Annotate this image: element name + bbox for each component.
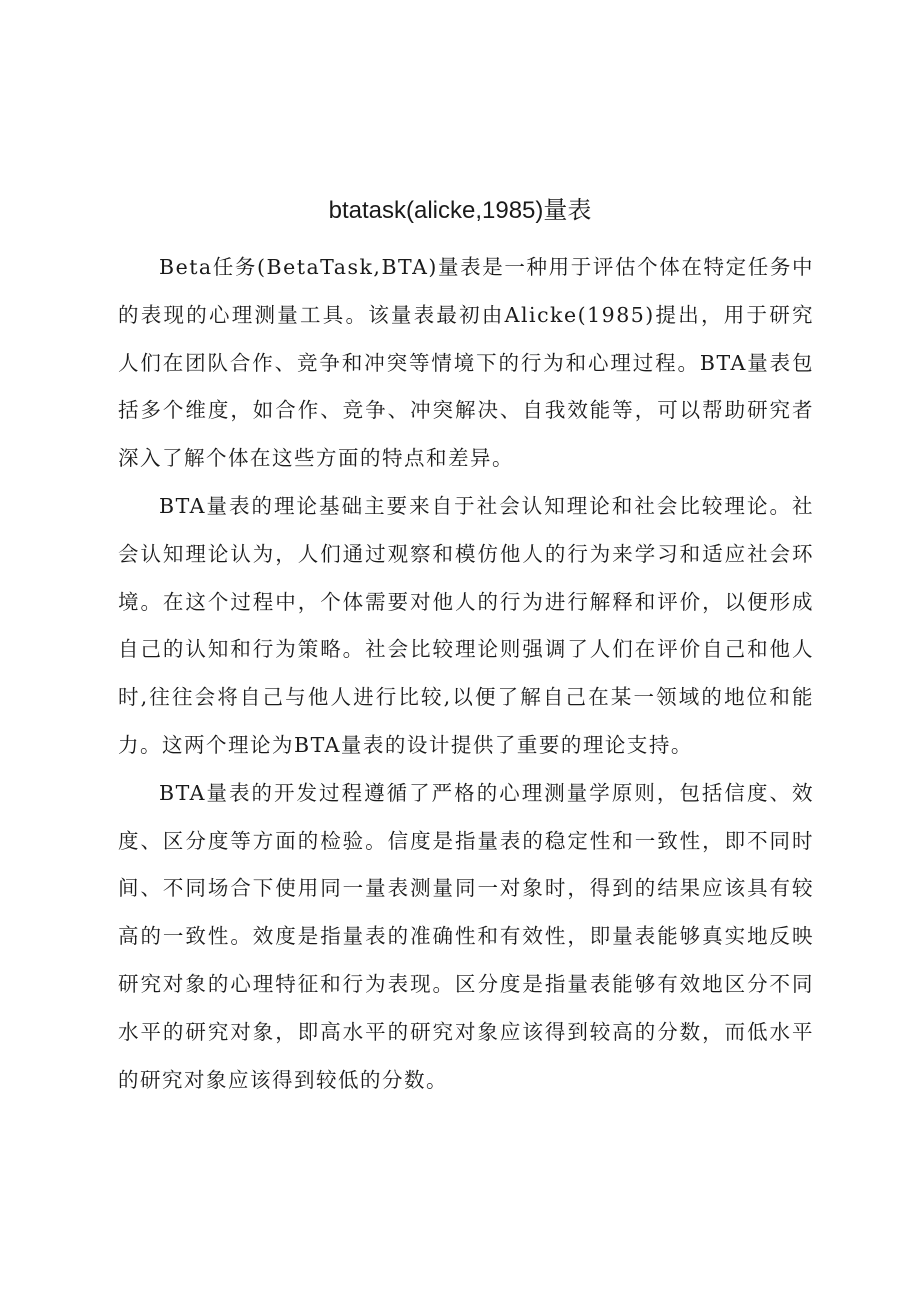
document-body (118, 244, 814, 1104)
paragraph-intro: Beta任务(BetaTask,BTA)量表是一种用于评估个体在特定任务中的表现的心理测量工具。该量表最初由Alicke(1985)提出，用于研究人们在团队合作、竞争和冲突等情境下的行为和心理过程。BTA量表包括多个维度，如合作、竞争、冲突解决、自我效能等，可以帮助研究者深入了解个体在这些方面的特点和差异。 (118, 255, 814, 471)
document-title: btatask(alicke,1985)量表 (328, 197, 592, 224)
paragraph-development: BTA量表的开发过程遵循了严格的心理测量学原则，包括信度、效度、区分度等方面的检验。信度是指量表的稳定性和一致性，即不同时间、不同场合下使用同一量表测量同一对象时，得到的结果应该具有较高的一致性。效度是指量表的准确性和有效性，即量表能够真实地反映研究对象的心理特征和行为表现。区分度是指量表能够有效地区分不同水平的研究对象，即高水平的研究对象应该得到较高的分数，而低水平的研究对象应该得到较低的分数。 (118, 780, 814, 1092)
paragraph-theory: BTA量表的理论基础主要来自于社会认知理论和社会比较理论。社会认知理论认为，人们通过观察和模仿他人的行为来学习和适应社会环境。在这个过程中，个体需要对他人的行为进行解释和评价，以便形成自己的认知和行为策略。社会比较理论则强调了人们在评价自己和他人时,往往会将自己与他人进行比较,以便了解自己在某一领域的地位和能力。这两个理论为BTA量表的设计提供了重要的理论支持。 (118, 493, 814, 757)
